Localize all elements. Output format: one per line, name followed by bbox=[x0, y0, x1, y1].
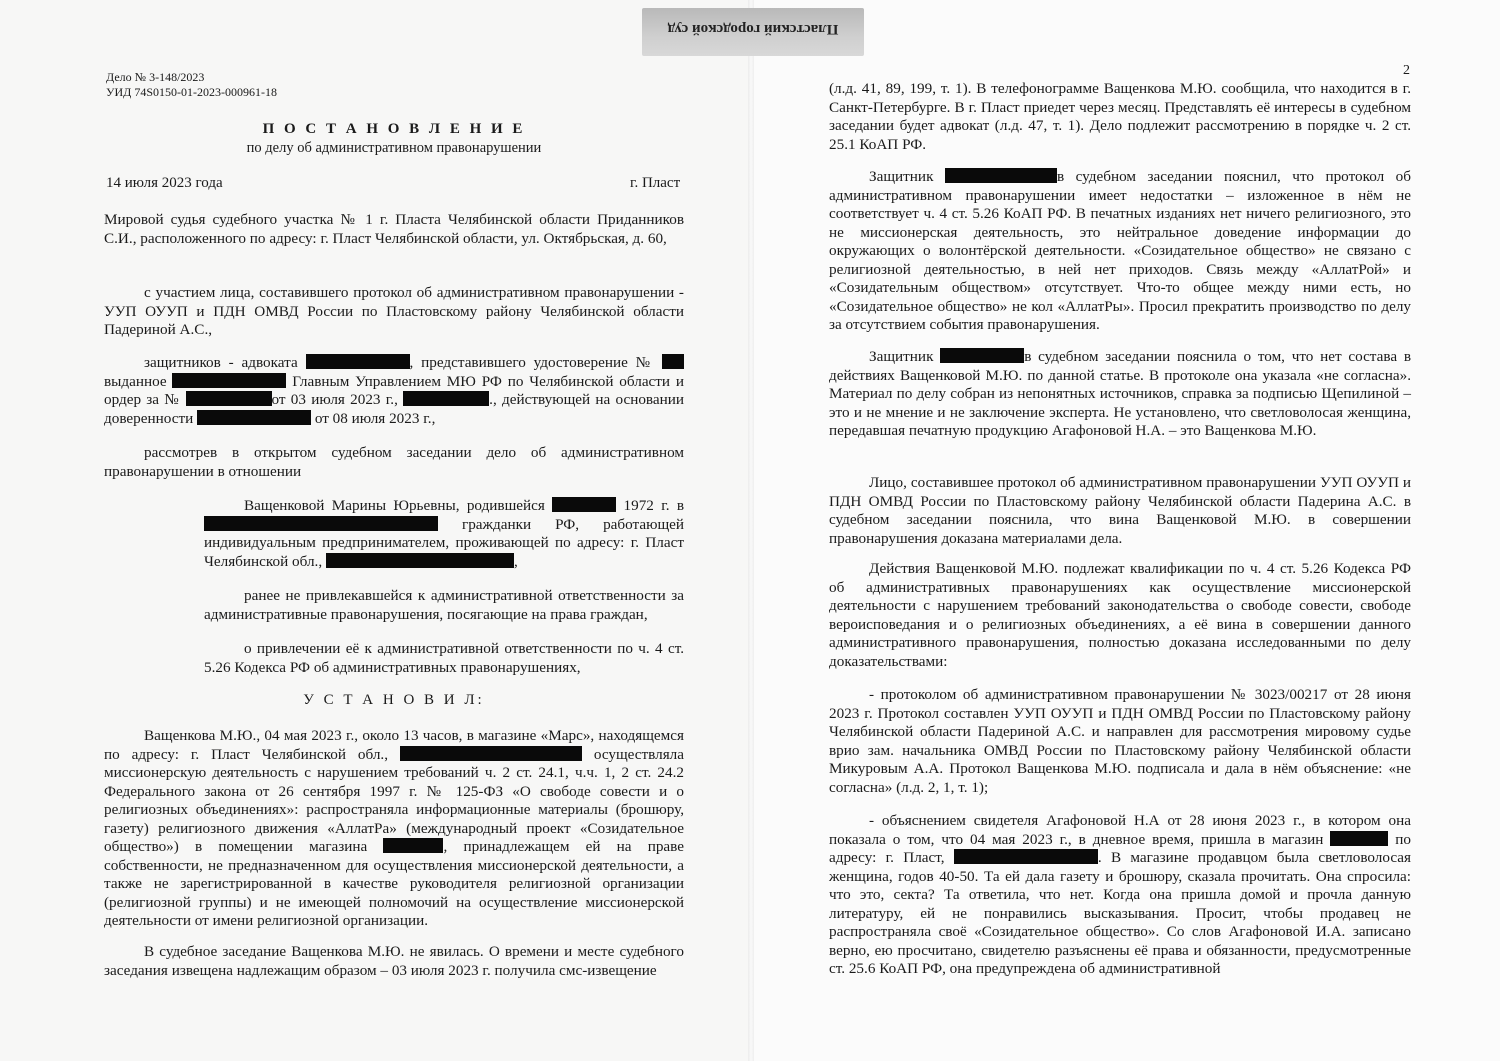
document-city: г. Пласт bbox=[630, 175, 681, 191]
redaction bbox=[1330, 831, 1388, 846]
paragraph-person: Ващенковой Марины Юрьевны, родившейся 1972 г. в гражданки РФ, работающей индивидуальным предпринимателем, проживающей по адресу: г. Пласт Челябинской обл., , bbox=[204, 497, 685, 570]
case-uid: УИД 74S0150-01-2023-000961-18 bbox=[106, 85, 278, 99]
paragraph-judge: Мировой судья судебного участка № 1 г. Пласта Челябинской области Приданников С.И., расположенного по адресу: г. Пласт Челябинской области, ул. Октябрьская, д. 60, bbox=[104, 211, 684, 247]
redaction bbox=[204, 516, 438, 531]
paragraph-liability: о привлечении её к административной ответственности по ч. 4 ст. 5.26 Кодекса РФ об административных правонарушениях, bbox=[204, 640, 684, 676]
paragraph-considered: рассмотрев в открытом судебном заседании дело об административном правонарушении в отношении bbox=[104, 444, 684, 480]
paragraph-absence: В судебное заседание Ващенкова М.Ю. не явилась. О времени и месте судебного заседания извещена надлежащим образом – 03 июля 2023 г. получила смс-извещение bbox=[104, 943, 684, 979]
paragraph-facts: Ващенкова М.Ю., 04 мая 2023 г., около 13 часов, в магазине «Марс», находящемся по адресу: г. Пласт Челябинской обл., осуществляла миссионерскую деятельность с нарушением требований ч. 2 ст. 24.1, ч.ч. 1, 2 ст. 24.2 Федерального закона от 26 сентября 1997 г. № 125-ФЗ «О свободе совести и о религиозных объединениях»: распространяла информационные материалы (брошюру, газету) религиозного движения «АллатРа» (международный проект «Созидательное общество») в помещении магазина , принадлежащем ей на праве собственности, не предназначенном для осуществления миссионерской деятельности, а также не зарегистрированной в качестве руководителя религиозной организации (религиозной группы) и не имеющей полномочий на осуществление миссионерской деятельности от имени религиозной организации. bbox=[104, 727, 684, 929]
page-gutter bbox=[748, 0, 754, 1061]
paragraph-qualification: Действия Ващенковой М.Ю. подлежат квалификации по ч. 4 ст. 5.26 Кодекса РФ об административных правонарушениях как осуществление миссионерской деятельности с нарушением требований законодательства о свободе совести, свободе вероисповедания и о религиозных объединениях, а её вина в совершении данного административного правонарушения, полностью доказана исследованными по делу доказательствами: bbox=[829, 560, 1411, 670]
redaction bbox=[197, 410, 311, 425]
paragraph-defenders: защитников - адвоката , представившего удостоверение № выданное Главным Управлением МЮ РФ по Челябинской области и ордер за № от 03 июля 2023 г., ., действующей на основании доверенности от 08 июля 2023 г., bbox=[104, 354, 685, 427]
redaction bbox=[954, 849, 1098, 864]
court-stamp bbox=[642, 8, 864, 56]
document-date: 14 июля 2023 года bbox=[106, 175, 223, 191]
section-established: У С Т А Н О В И Л: bbox=[303, 692, 485, 708]
redaction bbox=[306, 354, 410, 369]
court-stamp-text: Пластский городской суд bbox=[667, 21, 839, 37]
redaction bbox=[552, 497, 616, 512]
paragraph-protocol: - протоколом об административном правонарушении № 3023/00217 от 28 июня 2023 г. Протокол составлен УУП ОУУП и ПДН ОМВД России по Пластовскому району Челябинской области Падериной А.С. и направлен для рассмотрения мировому судье врио зам. начальника ОМВД России по Пластовскому району Челябинской области Микуровым А.А. Протокол Ващенкова М.Ю. подписала и дала в нём объяснение: «не согласна» (л.д. 2, 1, т. 1); bbox=[829, 686, 1411, 796]
paragraph-witness: - объяснением свидетеля Агафоновой Н.А от 28 июня 2023 г., в котором она показала о том, что 04 мая 2023 г., в дневное время, пришла в магазин по адресу: г. Пласт, . В магазине продавцом была светловолосая женщина, годов 40-50. Та ей дала газету и брошюру, сказала прочитать. Она спросила: что это, секта? Та ответила, что нет. Когда она пришла домой и прочла данную литературу, ей не понравились высказывания. Просит, чтобы продавец не распространяла своё «Созидательное общество». Со слов Агафоновой И.А. записано верно, ею просчитано, свидетелю разъяснены её права и обязанности, предусмотренные ст. 25.6 КоАП РФ, она предупреждена об административной bbox=[829, 812, 1412, 977]
page-number: 2 bbox=[1403, 63, 1410, 78]
redaction bbox=[940, 348, 1024, 363]
document-title: П О С Т А Н О В Л Е Н И Е bbox=[262, 121, 526, 137]
case-number: Дело № 3-148/2023 bbox=[106, 70, 205, 84]
redaction bbox=[172, 373, 286, 388]
redaction bbox=[400, 746, 582, 761]
redaction bbox=[326, 553, 514, 568]
redaction bbox=[945, 168, 1057, 183]
redaction bbox=[403, 391, 489, 406]
paragraph-officer: Лицо, составившее протокол об административном правонарушении УУП ОУУП и ПДН ОМВД России по Пластовскому району Челябинской области Падерина А.С. в судебном заседании пояснила, что вина Ващенковой М.Ю. в совершении правонарушения доказана материалами дела. bbox=[829, 474, 1411, 547]
redaction bbox=[383, 838, 443, 853]
redaction bbox=[662, 354, 684, 369]
paragraph-defender-two: Защитник в судебном заседании пояснила о том, что нет состава в действиях Ващенковой М.Ю. по данной статье. В протоколе она указала «не согласна». Материал по делу собран из непонятных источников, справка за подписью Щепилиной – это и не мнение и не заключение эксперта. Не установлено, что светловолосая женщина, передавшая печатную продукцию Агафоновой Н.А. – это Ващенкова М.Ю. bbox=[829, 348, 1411, 439]
paragraph-prior: ранее не привлекавшейся к административной ответственности за административные правонарушения, посягающие на права граждан, bbox=[204, 587, 684, 623]
paragraph-notice: (л.д. 41, 89, 199, т. 1). В телефонограмме Ващенкова М.Ю. сообщила, что находится в г. Санкт-Петербурге. В г. Пласт приедет через месяц. Представлять её интересы в судебном заседании будет адвокат (л.д. 47, т. 1). Дело подлежит рассмотрению в порядке ч. 2 ст. 25.1 КоАП РФ. bbox=[829, 80, 1411, 153]
paragraph-defender-one: Защитник в судебном заседании пояснил, что протокол об административном правонарушении имеет недостатки – изложенное в нём не соответствует ч. 4 ст. 5.26 КоАП РФ. В печатных изданиях нет ничего религиозного, это не миссионерская деятельность, это нейтральное доведение информации до окружающих о волонтёрской деятельности. «Созидательное общество» не связано с религиозной деятельностью, в ней нет приходов. Связь между «АллатРой» и «Созидательным обществом» отсутствует. Что-то общее между ними есть, но «Созидательное общество» не кол «АллатРы». Просил прекратить производство по делу за отсутствием события правонарушения. bbox=[829, 168, 1411, 333]
redaction bbox=[186, 391, 272, 406]
document-subtitle: по делу об административном правонарушении bbox=[246, 140, 542, 156]
case-reference bbox=[106, 70, 277, 100]
paragraph-participant: с участием лица, составившего протокол об административном правонарушении - УУП ОУУП и ПДН ОМВД России по Пластовскому району Челябинской области Падериной А.С., bbox=[104, 284, 684, 338]
